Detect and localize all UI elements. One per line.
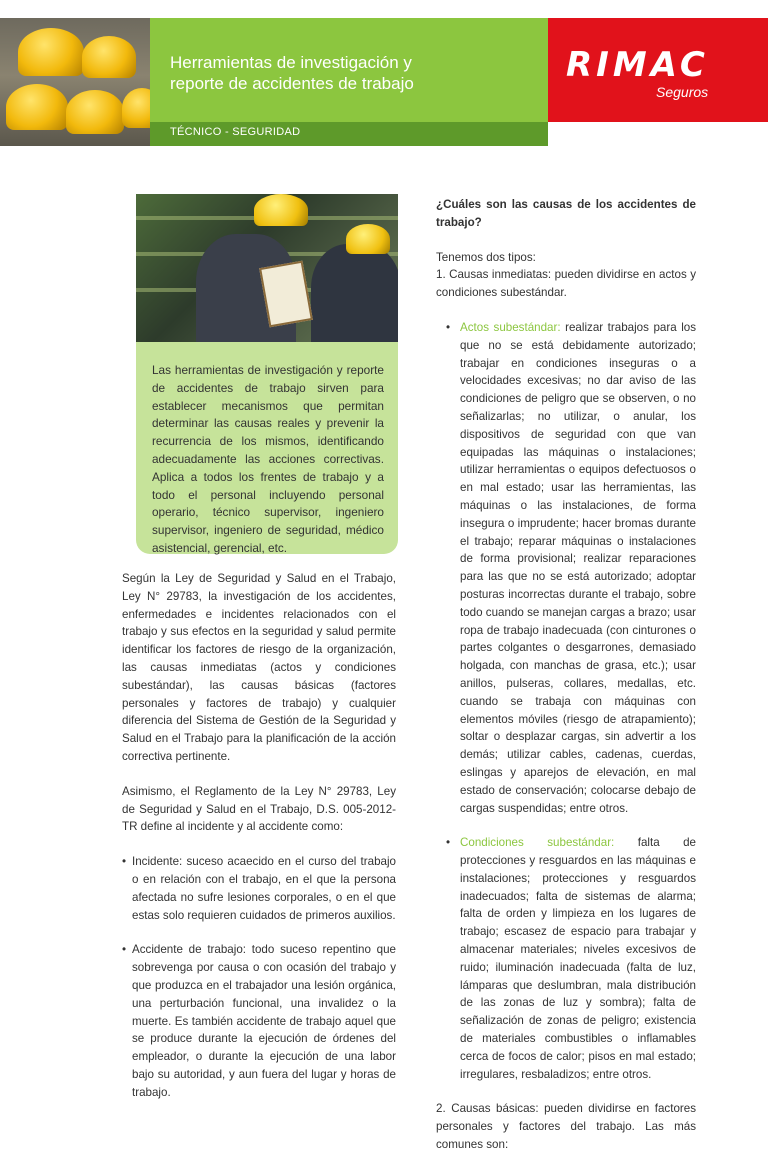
clipboard-icon [259,261,313,328]
helmet-icon [122,88,150,128]
helmet-icon [6,84,68,130]
hard-hat-icon [254,194,308,226]
rimac-logo: RIMAC [566,45,709,85]
left-column [122,570,396,1119]
accident-definition: • Accidente de trabajo: todo suceso repentino que sobrevenga por causa o con ocasión del trabajo y que produzca en el trabajador una lesión orgánica, una perturbación funcional, una invalidez o la muerte. Es también accidente de trabajo aquel que se produce durante la ejecución de órdenes del empleador, o durante la ejecución de una labor bajo su autoridad, y aun fuera del lugar y horas de trabajo. [122,941,396,1101]
top-margin [0,0,768,18]
substandard-acts: • Actos subestándar: realizar trabajos para los que no se está debidamente autorizado; trabajar en condiciones inseguras o a velocidades excesivas; no dar aviso de las condiciones de peligro que se observen, o no señalizarlas; no utilizar, o anular, los dispositivos de seguridad con que van equipadas las máquinas o instalaciones; utilizar herramientas o equipos defectuosos o en mal estado; usar las herramientas, las máquinas o las instalaciones, de forma insegura o imprudente; hacer bromas durante el trabajo; reparar máquinas o instalaciones de forma provisional; realizar reparaciones para las que no se está autorizado; adoptar posturas incorrectas durante el trabajo, sobre todo cuando se manejan cargas a brazo; usar ropa de trabajo inadecuada (con cinturones o partes colgantes o desgarrones, demasiado holgada, con manchas de grasa, etc.); usar anillos, pulseras, collares, medallas, etc. cuando se trabaja con máquinas con elementos móviles (riesgo de atrapamiento); soltar o desplazar cargas, sin advertir a los demás; utilizar cables, cadenas, cuerdas, eslingas y aparejos de elevación, en mal estado de conservación; colocarse debajo de cargas suspendidas; entre otros. [442,319,696,817]
intro-text: Las herramientas de investigación y reporte de accidentes de trabajo sirven para establecer mecanismos que permitan determinar las causas reales y prevenir la recurrencia de los mismos, identificando adecuadamente las acciones correctivas. Aplica a todos los frentes de trabajo y a todo el personal incluyendo personal operario, técnico supervisor, ingeniero supervisor, ingeniero de seguridad, médico asistencial, gerencial, etc. [152,363,384,555]
section-label: TÉCNICO - SEGURIDAD [170,126,301,138]
hard-hats-photo [0,18,150,146]
workers-photo [136,194,398,342]
rimac-logo-subtitle: Seguros [656,84,709,100]
substandard-conditions: • Condiciones subestándar: falta de protecciones y resguardos en las máquinas e instalaciones; protecciones y resguardos inadecuados; falta de sistemas de alarma; falta de orden y limpieza en los lugares de trabajo; escasez de espacio para trabajar y almacenar materiales; niveles excesivos de ruido; iluminación inadecuada (falta de luz, lámparas que deslumbran, mala distribución de las zonas de luz y sombra); falta de señalización de zonas de peligro; existencia de materiales combustibles o inflamables cerca de focos de calor; pisos en mal estado; irregulares, resbaladizos; entre otros. [442,834,696,1083]
hard-hat-icon [346,224,390,254]
right-column [436,196,696,1154]
incident-definition: • Incidente: suceso acaecido en el curso del trabajo o en relación con el trabajo, en el que la persona afectada no sufre lesiones corporales, o en el que estas solo requieren cuidados de primeros auxilios. [122,853,396,924]
causes-question: ¿Cuáles son las causas de los accidentes de trabajo? [436,198,696,229]
helmet-icon [18,28,84,76]
page-title: Herramientas de investigación y reporte de accidentes de trabajo [170,53,414,93]
substandard-acts-label: Actos subestándar: [460,320,561,334]
basic-causes: 2. Causas básicas: pueden dividirse en factores personales y factores del trabajo. Las más comunes son: [436,1102,696,1152]
substandard-conditions-label: Condiciones subestándar: [460,836,615,850]
worker-figure [311,244,398,342]
immediate-causes: 1. Causas inmediatas: pueden dividirse en actos y condiciones subestándar. [436,268,696,300]
helmet-icon [66,90,124,134]
regulation-paragraph: Asimismo, el Reglamento de la Ley N° 29783, Ley de Seguridad y Salud en el Trabajo, D.S. 005-2012-TR define al incidente y al accidente como: [122,784,396,834]
types-intro: Tenemos dos tipos: [436,250,536,264]
helmet-icon [82,36,136,78]
law-paragraph: Según la Ley de Seguridad y Salud en el Trabajo, Ley N° 29783, la investigación de los accidentes, enfermedades e incidentes relacionados con el trabajo y sus efectos en la seguridad y salud permite identificar los factores de riesgo de la organización, las causas inmediatas (actos y condiciones subestándar), las causas básicas (factores personales y factores de trabajo) y cualquier diferencia del Sistema de Gestión de la Seguridad y Salud en el Trabajo para la planificación de la acción correctiva pertinente. [122,572,396,763]
